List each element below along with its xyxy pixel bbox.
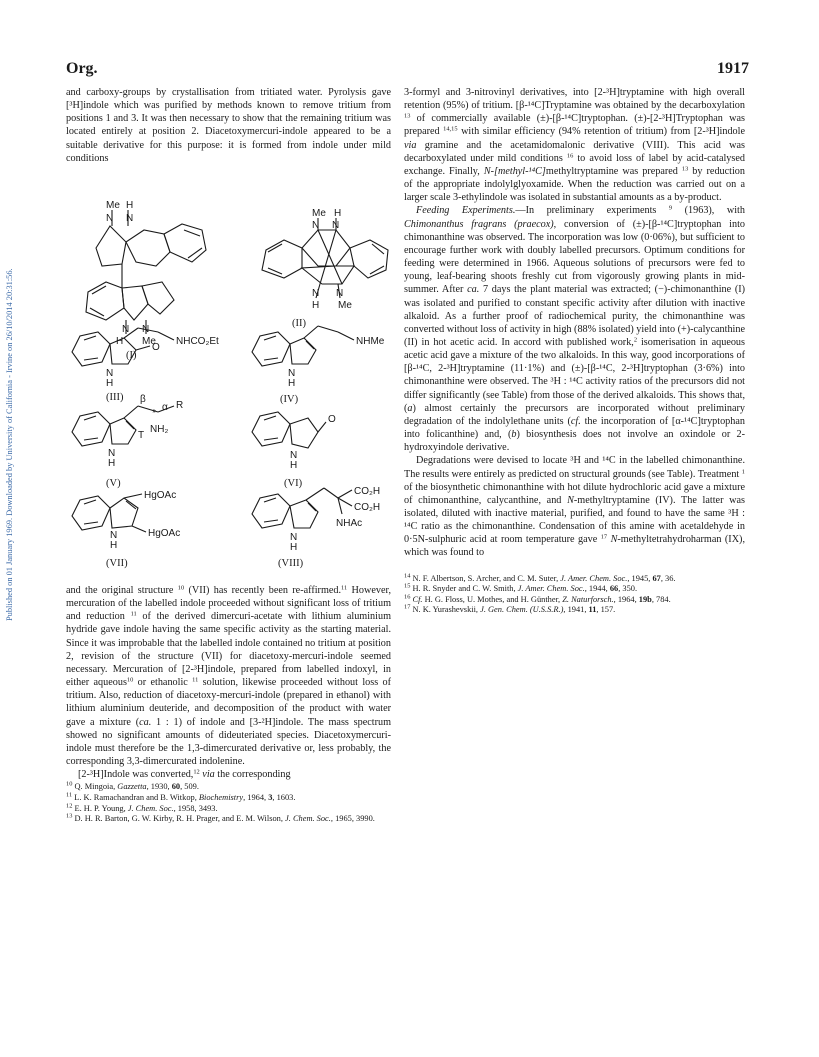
atom-n: N bbox=[332, 220, 340, 231]
structure-I bbox=[86, 210, 206, 334]
structure-label-V: (V) bbox=[106, 478, 121, 489]
atom-h: H bbox=[334, 208, 342, 219]
structure-label-I: (I) bbox=[126, 350, 137, 361]
atom-h: H bbox=[108, 458, 116, 469]
atom-nh2: NH₂ bbox=[150, 424, 169, 435]
atom-alpha: α bbox=[162, 402, 168, 413]
atom-me: Me bbox=[312, 208, 326, 219]
atom-h: H bbox=[106, 378, 114, 389]
footnote-16: $^{16}$ Cf. H. G. Floss, U. Mothes, and H. Günther, Z. Naturforsch., 1964, 19b, 784. bbox=[404, 593, 671, 604]
atom-substituent: NHMe bbox=[356, 336, 385, 347]
left-column-top bbox=[66, 86, 391, 165]
atom-h: H bbox=[290, 542, 298, 553]
atom-h: H bbox=[126, 200, 134, 211]
left-paragraph-3: [2-³H]Indole was converted,$^{12}$ via the corresponding bbox=[78, 768, 291, 781]
atom-substituent: NHCO₂Et bbox=[176, 336, 219, 347]
atom-hgoac: HgOAc bbox=[148, 528, 181, 539]
structure-label-VI: (VI) bbox=[284, 478, 303, 489]
structures-figure bbox=[66, 196, 391, 582]
page-number: 1917 bbox=[717, 60, 749, 77]
structure-label-III: (III) bbox=[106, 392, 124, 403]
left-paragraph-1: and carboxy-groups by crystallisation from tritiated water. Pyrolysis gave [³H]indole which was purified by methods known to remove tritium from positions 1 and 3. It was then necessary to show that the remaining tritium was located entirely at position 2. Diacetoxymercuri-indole appeared to be a suitable derivative for this purpose: it is formed from indole under mild conditions bbox=[66, 87, 391, 164]
journal-running-head: Org. bbox=[66, 60, 98, 77]
footnote-11: $^{11}$ L. K. Ramachandran and B. Witkop, Biochemistry, 1964, 3, 1603. bbox=[66, 791, 296, 802]
structures-svg bbox=[66, 196, 391, 582]
atom-n: N bbox=[290, 450, 298, 461]
structure-VII bbox=[72, 494, 146, 532]
atom-me: Me bbox=[142, 336, 156, 347]
structure-label-IV: (IV) bbox=[280, 394, 299, 405]
download-watermark: Published on 01 January 1969. Downloaded by University of California - Irvine on 26/10/2014 20:31:56. bbox=[5, 268, 14, 622]
structure-IV bbox=[252, 326, 354, 366]
atom-n: N bbox=[312, 288, 320, 299]
footnote-17: $^{17}$ N. K. Yurashevskii, J. Gen. Chem. (U.S.S.R.), 1941, 11, 157. bbox=[404, 603, 616, 615]
atom-n: N bbox=[126, 213, 134, 224]
atom-beta: β bbox=[140, 394, 146, 405]
footnote-10: $^{10}$ Q. Mingoia, Gazzetta, 1930, 60, 509. bbox=[66, 780, 199, 792]
left-footnotes bbox=[66, 782, 391, 824]
atom-me: Me bbox=[106, 200, 120, 211]
atom-n: N bbox=[108, 448, 116, 459]
right-paragraph-1: 3-formyl and 3-nitrovinyl derivatives, into [2-³H]tryptamine with high overall retention (95%) of tritium. [β-¹⁴C]Tryptamine was obtained by the decarboxylation $^{13}$ of commercially available (±)-[β-¹⁴C]tryptophan. (±)-[2-³H]Tryptophan was prepared $^{14,15}$ with similar efficiency (94% retention of tritium) from [2-³H]indole via gramine and the acetamidomalonic derivative (VIII). This acid was decarboxylated under mild conditions $^{16}$ to avoid loss of label by acid-catalysed exchange. Finally, N-[methyl-¹⁴C]methyltryptamine was prepared $^{13}$ by reduction of the appropriate indolylglyoxamide. When the reduction was carried out on a larger scale 3-ethylindole was isolated in substantial amounts as a by-product. bbox=[404, 87, 745, 204]
atom-co2h: CO₂H bbox=[354, 486, 381, 497]
atom-n: N bbox=[122, 324, 130, 335]
atom-nhac: NHAc bbox=[336, 518, 363, 529]
atom-n: N bbox=[142, 324, 150, 335]
atom-h: H bbox=[116, 336, 124, 347]
atom-n: N bbox=[336, 288, 344, 299]
atom-o: O bbox=[152, 342, 160, 353]
structure-VI bbox=[252, 412, 326, 448]
right-column bbox=[404, 86, 745, 616]
structure-label-II: (II) bbox=[292, 318, 306, 329]
footnote-15: $^{15}$ H. R. Snyder and C. W. Smith, J. Amer. Chem. Soc., 1944, 66, 350. bbox=[404, 582, 638, 594]
atom-n: N bbox=[288, 368, 296, 379]
atom-h: H bbox=[312, 300, 320, 311]
structure-label-VIII: (VIII) bbox=[278, 558, 304, 569]
footnote-12: $^{12}$ E. H. P. Young, J. Chem. Soc., 1958, 3493. bbox=[66, 802, 218, 813]
atom-co2h: CO₂H bbox=[354, 502, 381, 513]
atom-t: T bbox=[138, 430, 145, 441]
atom-n: N bbox=[290, 532, 298, 543]
structure-label-VII: (VII) bbox=[106, 558, 128, 569]
atom-o: O bbox=[328, 414, 336, 425]
right-footnotes bbox=[404, 574, 745, 616]
footnote-13: $^{13}$ D. H. R. Barton, G. W. Kirby, R. H. Prager, and E. M. Wilson, J. Chem. Soc., 1965, 3990. bbox=[66, 812, 375, 824]
left-column-bottom bbox=[66, 584, 391, 825]
atom-n: N bbox=[110, 530, 118, 541]
atom-h: H bbox=[288, 378, 296, 389]
atom-h: H bbox=[110, 540, 118, 551]
atom-me: Me bbox=[338, 300, 352, 311]
atom-n: N bbox=[312, 220, 320, 231]
right-paragraph-2: Feeding Experiments.—In preliminary experiments $^9$ (1963), with Chimonanthus fragrans (praecox), conversion of (±)-[β-¹⁴C]tryptophan into chimonanthine was observed. The incorporation was low (0·06%), but sufficient to encourage further work with doubly labelled precursors. Optimum conditions for feeding were determined in 1966. Aqueous solutions of precursors were fed to young, leaf-bearing shoots freshly cut from vigorously growing plants in mid-summer. After ca. 7 days the plant material was extracted; (−)-chimonanthine (I) was isolated and purified to constant specific activity after dilution with inactive alkaloid. As a further proof of radiochemical purity, the chimonanthine was converted without loss of activity in high (88% isolated) yield into (+)-calycanthine (II) in hot acetic acid. In accord with published work,$^2$ isomerisation in aqueous acetic acid gave a mixture of the two alkaloids. In this way, good incorporations of [β-¹⁴C, 2-³H]tryptamine (11·1%) and (±)-[β-¹⁴C, 2-³H]tryptophan (3·6%) into chimonanthine were observed. The ³H : ¹⁴C activity ratios of the precursors did not differ significantly (see Table) from those of the derived alkaloids. This shows that, (a) almost certainly the precursors are incorporated without preliminary degradation of the indolylethane units (cf. the incorporation of [α-¹⁴C]tryptophan into folicanthine) and, (b) biosynthesis does not involve an oxindole or 2-hydroxyindole derivative. bbox=[404, 204, 745, 454]
atom-star: * bbox=[152, 408, 156, 419]
atom-h: H bbox=[290, 460, 298, 471]
right-paragraph-3: Degradations were devised to locate ³H and ¹⁴C in the labelled chimonanthine. The results were entirely as predicted on structural grounds (see Table). Treatment $^1$ of the biosynthetic chimonanthine with hot dilute hydrochloric acid gave a mixture of chimonanthine, calycanthine, and N-methyltryptamine (IV). The latter was isolated, diluted with inactive material, purified, and found to have the same ³H : ¹⁴C ratio as the chimonanthine. Condensation of this amine with acetaldehyde in 0·5N-sulphuric acid at room temperature gave $^{17}$ N-methyltetrahydroharman (IX), which was found to bbox=[404, 455, 745, 559]
atom-r: R bbox=[176, 400, 184, 411]
structure-II bbox=[262, 218, 388, 298]
left-paragraph-2: and the original structure $^{10}$ (VII) has recently been re-affirmed.$^{11}$ However, mercuration of the labelled indole proceeded without significant loss of tritium and reduction $^{11}$ of the derived dimercuri-acetate with lithium aluminium hydride gave indole having the same specific activity as the starting material. Since it was improbable that the labelled indole contained no tritium at position 2, revision of the structure (VII) for diacetoxy-mercuri-indole seemed necessary. Mercuration of [2-³H]indole, prepared from labelled indoxyl, in either aqueous$^{10}$ or ethanolic $^{11}$ solution, likewise proceeded without loss of tritium. Also, reduction of diacetoxy-mercuri-indole (prepared in ethanol) with lithium aluminium deuteride, and decomposition of the product with water gave a mixture (ca. 1 : 1) of indole and [3-²H]indole. The mass spectrum showed no significant amounts of dideuteriated species. Diacetoxymercuri-indole must therefore be the 1,3-dimercurated derivative or, less probably, the corresponding 3,3-dimercurated indolenine. bbox=[66, 584, 392, 768]
atom-hgoac: HgOAc bbox=[144, 490, 177, 501]
atom-n: N bbox=[106, 368, 114, 379]
atom-n: N bbox=[106, 213, 114, 224]
footnote-14: $^{14}$ N. F. Albertson, S. Archer, and C. M. Suter, J. Amer. Chem. Soc., 1945, 67, 36. bbox=[404, 572, 676, 583]
